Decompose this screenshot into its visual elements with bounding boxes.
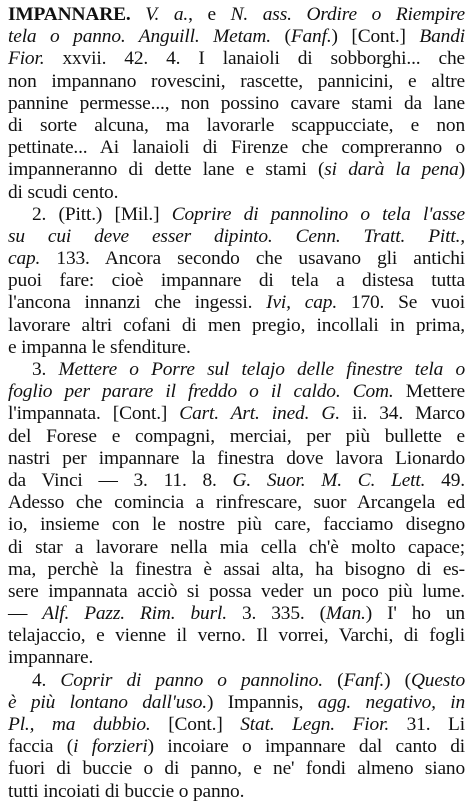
text: di sorte alcuna, ma lavorarle scappucciate, e non <box>8 114 465 136</box>
text: ) incoiare o impannare dal canto di <box>147 736 465 758</box>
text: 49. <box>425 469 465 491</box>
text: non impannano rovescini, rascette, pannicini, e altre <box>8 70 465 92</box>
text-line <box>8 514 465 536</box>
text-line <box>8 426 465 448</box>
text: impannare. <box>8 647 94 669</box>
text-line <box>8 448 465 470</box>
text-line <box>8 758 465 780</box>
text: lavorare altri cofani di men pregio, incollali in prima, <box>8 314 465 336</box>
text: Mettere <box>393 381 465 403</box>
text: ) Impannis, <box>206 691 318 713</box>
text-line <box>8 647 465 669</box>
text: di star a lavorare nella mia cella ch'è molto capace; <box>8 536 465 558</box>
text-line <box>8 603 465 625</box>
text: 4. <box>32 669 61 691</box>
text: fuori di buccie o di panno, e ne' fondi almeno siano <box>8 758 465 780</box>
headword: IMPANNARE. <box>8 4 131 25</box>
text-line <box>8 403 465 425</box>
text-line <box>8 315 465 337</box>
text-line <box>8 4 465 26</box>
text-line <box>8 537 465 559</box>
text-line <box>8 781 465 803</box>
text: faccia ( <box>8 736 74 758</box>
text: ) I' ho un <box>365 603 465 625</box>
text-line <box>8 71 465 93</box>
italic-text: Pl., ma dubbio. <box>8 714 151 735</box>
italic-text: Cart. Art. ined. G. <box>179 403 340 425</box>
text: l'impannata. [Cont.] <box>8 403 180 425</box>
italic-text: Fanf. <box>290 26 332 48</box>
text: pannine permesse..., non possino cavare stami da lane <box>8 92 465 114</box>
text: xxvii. 42. 4. I lanaioli di sobborghi... che <box>44 48 465 70</box>
text-line <box>8 559 465 581</box>
italic-text: N. ass. Ordire o Riempire <box>230 4 465 25</box>
text: impanneranno di dette lane e stami ( <box>8 159 325 181</box>
italic-text: Bandi <box>419 26 465 48</box>
text: da Vinci — 3. 11. 8. <box>8 469 233 491</box>
text: ) <box>458 159 465 181</box>
text: tutti incoiati di buccie o panno. <box>8 780 245 802</box>
italic-text: agg. negativo, in <box>317 691 466 713</box>
italic-text: Coprir di panno o pannolino. <box>60 669 323 691</box>
text-line <box>8 226 465 248</box>
italic-text: i forzieri <box>73 736 148 758</box>
italic-text: V. a. <box>130 4 189 25</box>
italic-text: su cui deve esser dipinto. Cenn. Tratt. Pitt., <box>8 225 465 247</box>
text-line <box>8 292 465 314</box>
text-line <box>8 692 465 714</box>
text-line <box>8 581 465 603</box>
text: Adesso che comincia a rinfrescare, suor Arcangela ed <box>8 492 465 514</box>
text-line <box>8 137 465 159</box>
text: , e <box>188 4 231 25</box>
italic-text: Alf. Pazz. Rim. burl. <box>42 603 227 625</box>
text: di scudi cento. <box>8 181 119 203</box>
text: ( <box>322 669 344 691</box>
text-line <box>8 381 465 403</box>
italic-text: Questo <box>410 669 465 691</box>
text-line <box>8 48 465 70</box>
text-line <box>8 337 465 359</box>
text-line <box>8 182 465 204</box>
italic-text: G. Suor. M. C. Lett. <box>232 469 426 491</box>
text: ) ( <box>384 669 411 691</box>
text: — <box>8 603 43 625</box>
text-line <box>8 714 465 736</box>
text: nastri per impannare la finestra dove lavora Lionardo <box>8 447 465 469</box>
text: sere impannata acciò si possa veder un poco più lume. <box>8 580 465 602</box>
text-line <box>8 492 465 514</box>
italic-text: Mettere o Porre sul telajo delle finestre tela o <box>58 359 465 380</box>
italic-text: si darà la pena <box>324 159 459 181</box>
text-line <box>8 93 465 115</box>
text-line <box>8 736 465 758</box>
italic-text: è più lontano dall'uso. <box>8 691 207 713</box>
italic-text: cap. <box>8 248 41 270</box>
italic-text: Fanf. <box>343 669 385 691</box>
text: 3. <box>32 359 59 380</box>
text: telajaccio, e vienne il verno. Il vorrei, Varchi, di fogli <box>8 625 465 647</box>
text-line <box>8 470 465 492</box>
italic-text: Fior. <box>8 48 45 70</box>
text-line <box>8 270 465 292</box>
text-line <box>8 248 465 270</box>
text-line <box>8 159 465 181</box>
text-line <box>8 359 465 381</box>
text: 31. Li <box>389 714 465 735</box>
text-line <box>8 625 465 647</box>
text: ( <box>270 26 291 48</box>
text-line <box>8 670 465 692</box>
text: puoi fare: cioè impannare di tela a distesa tutta <box>8 270 465 292</box>
text: l'ancona innanzi che ingessi. <box>8 292 267 314</box>
italic-text: tela o panno. Anguill. Metam. <box>8 26 271 48</box>
text: 2. (Pitt.) [Mil.] <box>32 203 172 225</box>
text: [Cont.] <box>150 714 241 735</box>
text: pettinate... Ai lanaioli di Firenze che compreranno o <box>8 137 465 159</box>
text: e impanna le sfenditure. <box>8 336 191 358</box>
text: ma, perchè la finestra è assai alta, ha bisogno di es- <box>8 558 465 580</box>
text-line <box>8 204 465 226</box>
text-line <box>8 115 465 137</box>
italic-text: foglio per parare il freddo o il caldo. Com. <box>8 381 394 403</box>
text-line <box>8 26 465 48</box>
text: 3. 335. ( <box>226 603 326 625</box>
text: del Forese e compagni, merciai, per più bullette e <box>8 425 465 447</box>
italic-text: Man. <box>325 603 366 625</box>
text: 170. Se vuoi <box>337 292 465 314</box>
italic-text: Stat. Legn. Fior. <box>240 714 390 735</box>
text: io, insieme con le nostre più care, facciamo disegno <box>8 514 465 536</box>
text: 133. Ancora secondo che usavano gli antichi <box>40 248 465 270</box>
text: ) [Cont.] <box>331 26 420 48</box>
italic-text: Coprire di pannolino o tela l'asse <box>171 203 465 225</box>
italic-text: Ivi, cap. <box>266 292 338 314</box>
text: ii. 34. Marco <box>339 403 465 425</box>
